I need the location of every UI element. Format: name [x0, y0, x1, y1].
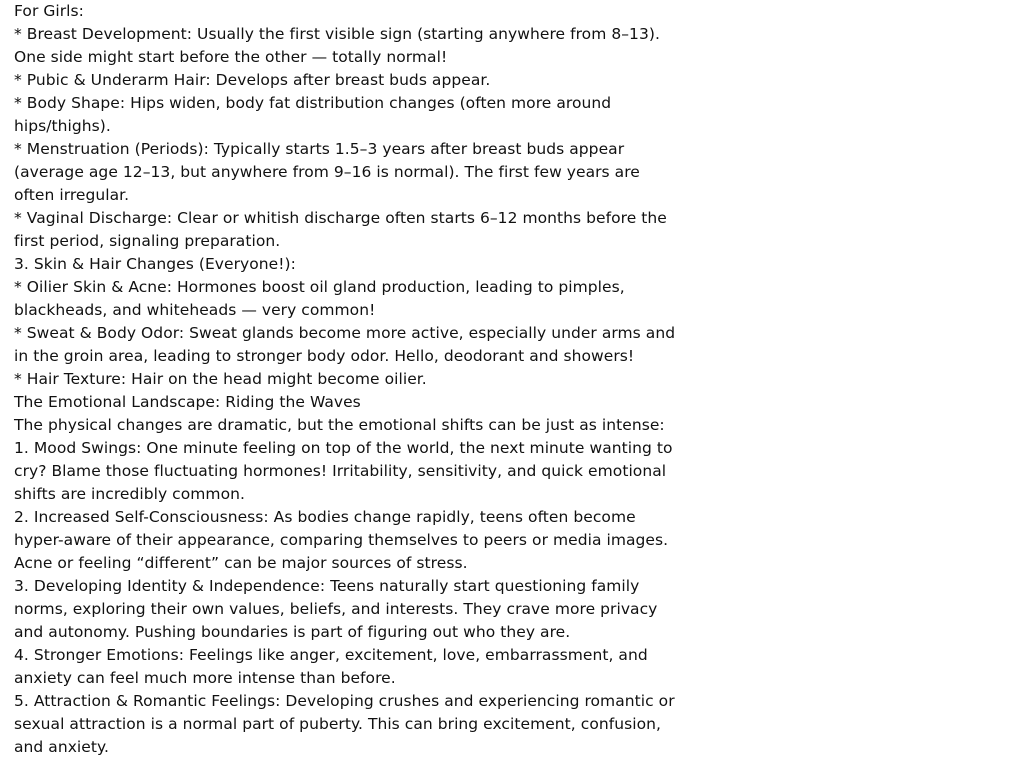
list-item: * Hair Texture: Hair on the head might become oilier.: [14, 370, 427, 388]
document-body: [14, 0, 680, 759]
numbered-item: 1. Mood Swings: One minute feeling on top of the world, the next minute wanting to cry? Blame those fluctuating hormones! Irritability, sensitivity, and quick emotional shifts are incredibly common.: [14, 439, 673, 503]
section-heading-emotional-landscape: The Emotional Landscape: Riding the Waves: [14, 393, 361, 411]
heading-for-girls: For Girls:: [14, 2, 84, 20]
numbered-item: 5. Attraction & Romantic Feelings: Developing crushes and experiencing romantic or sexual attraction is a normal part of puberty. This can bring excitement, confusion, and anxiety.: [14, 692, 675, 756]
list-item: * Body Shape: Hips widen, body fat distribution changes (often more around hips/thighs).: [14, 94, 612, 135]
section-heading-skin-hair: 3. Skin & Hair Changes (Everyone!):: [14, 255, 296, 273]
list-item: * Oilier Skin & Acne: Hormones boost oil gland production, leading to pimples, blackheads, and whiteheads — very common!: [14, 278, 625, 319]
list-item: * Sweat & Body Odor: Sweat glands become more active, especially under arms and in the groin area, leading to stronger body odor. Hello, deodorant and showers!: [14, 324, 676, 365]
list-item: * Breast Development: Usually the first visible sign (starting anywhere from 8–13). One side might start before the other — totally normal!: [14, 25, 660, 66]
list-item: * Vaginal Discharge: Clear or whitish discharge often starts 6–12 months before the first period, signaling preparation.: [14, 209, 667, 250]
numbered-item: 4. Stronger Emotions: Feelings like anger, excitement, love, embarrassment, and anxiety can feel much more intense than before.: [14, 646, 648, 687]
list-item: * Pubic & Underarm Hair: Develops after breast buds appear.: [14, 71, 491, 89]
list-item: * Menstruation (Periods): Typically starts 1.5–3 years after breast buds appear (average age 12–13, but anywhere from 9–16 is normal). The first few years are often irregular.: [14, 140, 640, 204]
intro-paragraph: The physical changes are dramatic, but the emotional shifts can be just as intense:: [14, 416, 665, 434]
numbered-item: 2. Increased Self-Consciousness: As bodies change rapidly, teens often become hyper-aware of their appearance, comparing themselves to peers or media images. Acne or feeling “different” can be major sources of stress.: [14, 508, 669, 572]
numbered-item: 3. Developing Identity & Independence: Teens naturally start questioning family norms, exploring their own values, beliefs, and interests. They crave more privacy and autonomy. Pushing boundaries is part of figuring out who they are.: [14, 577, 658, 641]
